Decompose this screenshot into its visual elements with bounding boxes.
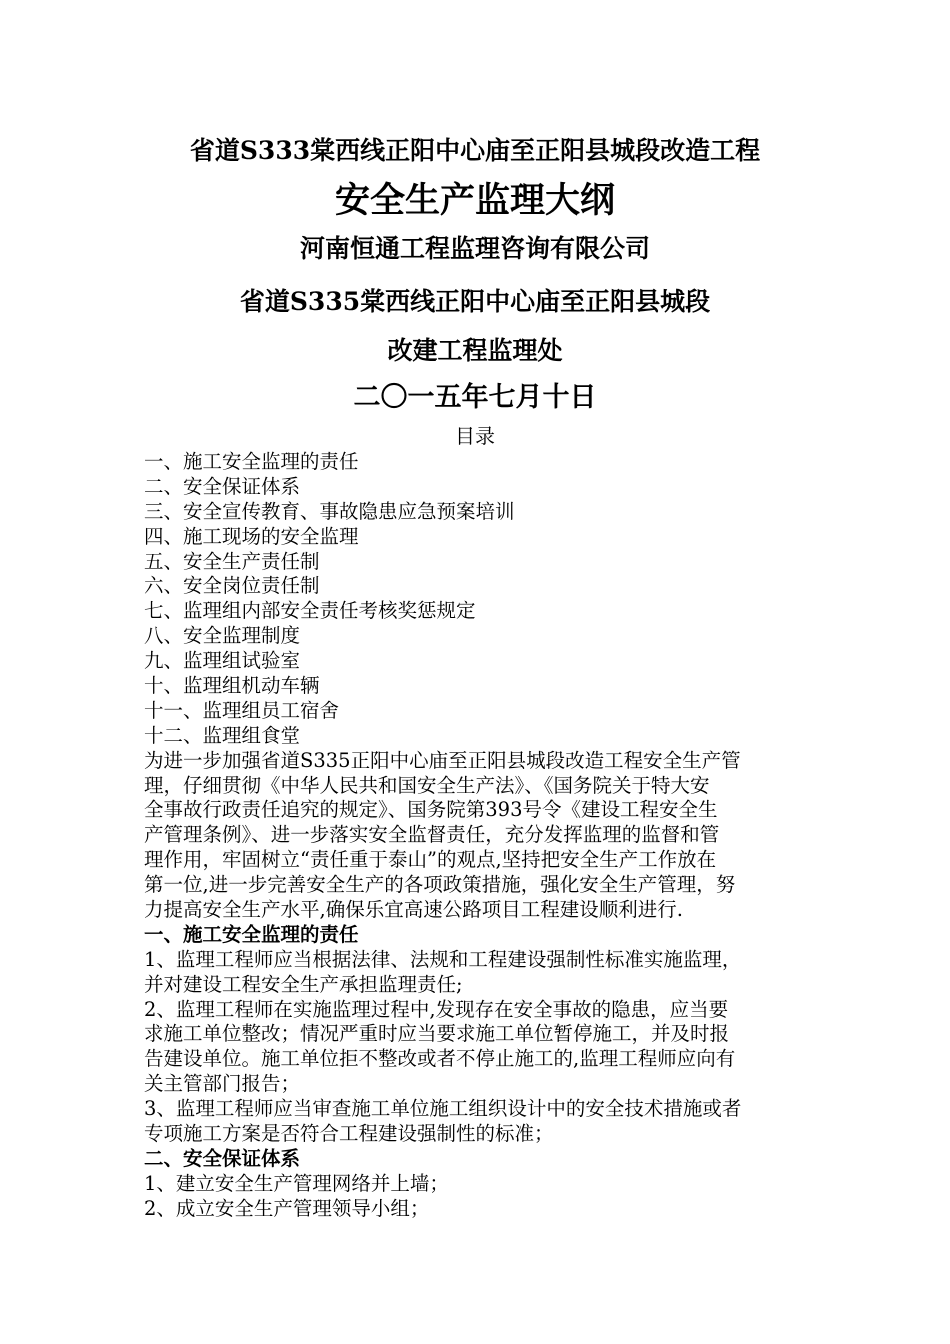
- paragraph-line: 力提高安全生产水平,确保乐宜高速公路项目工程建设顺利进行.: [144, 898, 683, 922]
- intro-paragraph: [144, 749, 834, 923]
- main-title: 安全生产监理大纲: [334, 180, 615, 221]
- toc-item: 三、安全宣传教育、事故隐患应急预案培训: [144, 499, 515, 523]
- paragraph-line: 专项施工方案是否符合工程建设强制性的标准；: [144, 1122, 554, 1146]
- paragraph-line: 3、监理工程师应当审查施工单位施工组织设计中的安全技术措施或者: [144, 1097, 742, 1121]
- toc-item: 四、施工现场的安全监理: [144, 524, 359, 548]
- office-line-1: 省道S335棠西线正阳中心庙至正阳县城段: [239, 287, 711, 316]
- paragraph-line: 求施工单位整改；情况严重时应当要求施工单位暂停施工，并及时报: [144, 1022, 730, 1046]
- paragraph-line: 理，仔细贯彻《中华人民共和国安全生产法》、《国务院关于特大安: [144, 773, 710, 797]
- toc-title: 目录: [455, 424, 495, 448]
- table-of-contents: [144, 450, 834, 749]
- paragraph-line: 并对建设工程安全生产承担监理责任;: [144, 972, 463, 996]
- section-heading: 二、安全保证体系: [144, 1146, 301, 1170]
- paragraph-line: 第一位,进一步完善安全生产的各项政策措施，强化安全生产管理，努: [144, 873, 736, 897]
- paragraph-line: 告建设单位。施工单位拒不整改或者不停止施工的,监理工程师应向有: [144, 1047, 736, 1071]
- toc-item: 十二、监理组食堂: [144, 723, 301, 747]
- paragraph-line: 理作用，牢固树立“责任重于泰山”的观点,坚持把安全生产工作放在: [144, 848, 717, 872]
- toc-item: 七、监理组内部安全责任考核奖惩规定: [144, 599, 476, 623]
- company-name: 河南恒通工程监理咨询有限公司: [299, 234, 650, 263]
- toc-item: 八、安全监理制度: [144, 624, 301, 648]
- paragraph-line: 全事故行政责任追究的规定》、国务院第393号令《建设工程安全生: [144, 798, 718, 822]
- toc-item: 二、安全保证体系: [144, 474, 301, 498]
- section-safety-system: [144, 1147, 834, 1222]
- paragraph-line: 为进一步加强省道S335正阳中心庙至正阳县城段改造工程安全生产管: [144, 748, 741, 772]
- toc-item: 十一、监理组员工宿舍: [144, 698, 340, 722]
- toc-item: 五、安全生产责任制: [144, 549, 320, 573]
- paragraph-line: 1、建立安全生产管理网络并上墙；: [144, 1171, 449, 1195]
- toc-item: 十、监理组机动车辆: [144, 674, 320, 698]
- toc-item: 六、安全岗位责任制: [144, 574, 320, 598]
- paragraph-line: 产管理条例》、进一步落实安全监督责任，充分发挥监理的监督和管: [144, 823, 720, 847]
- section-safety-responsibility: [144, 923, 834, 1147]
- toc-item: 一、施工安全监理的责任: [144, 450, 359, 473]
- document-body: [144, 450, 834, 1222]
- office-line-2: 改建工程监理处: [387, 336, 563, 365]
- toc-item: 九、监理组试验室: [144, 649, 301, 673]
- paragraph-line: 2、成立安全生产管理领导小组；: [144, 1196, 430, 1220]
- paragraph-line: 1、监理工程师应当根据法律、法规和工程建设强制性标准实施监理，: [144, 947, 742, 971]
- project-title: 省道S333棠西线正阳中心庙至正阳县城段改造工程: [189, 136, 761, 165]
- paragraph-line: 关主管部门报告；: [144, 1072, 301, 1096]
- document-date: 二〇一五年七月十日: [353, 382, 597, 413]
- section-heading: 一、施工安全监理的责任: [144, 922, 359, 946]
- paragraph-line: 2、监理工程师在实施监理过程中,发现存在安全事故的隐患，应当要: [144, 997, 729, 1021]
